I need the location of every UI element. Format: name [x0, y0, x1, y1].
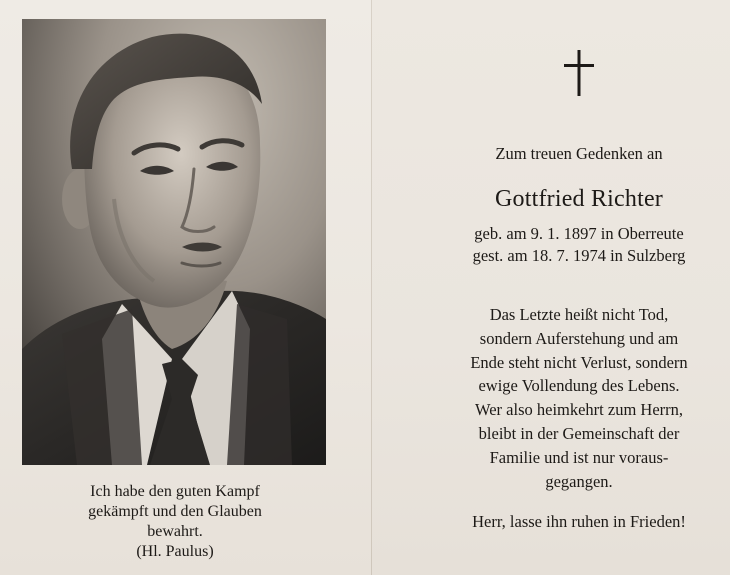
caption-line-3: bewahrt. — [147, 523, 203, 540]
verse-line-8: gegangen. — [545, 471, 613, 491]
life-dates — [432, 223, 726, 267]
caption-quote — [20, 482, 330, 562]
memorial-intro: Zum treuen Gedenken an — [495, 144, 663, 163]
latin-cross-icon — [561, 48, 597, 98]
caption-line-2: gekämpft und den Glauben — [88, 503, 262, 520]
portrait-photo — [22, 19, 326, 465]
death-date: gest. am 18. 7. 1974 in Sulzberg — [472, 246, 686, 265]
verse-line-6: bleibt in der Gemeinschaft der — [478, 423, 680, 443]
caption-attribution: (Hl. Paulus) — [136, 543, 214, 560]
memorial-verse — [432, 303, 726, 493]
verse-line-1: Das Letzte heißt nicht Tod, — [489, 305, 669, 324]
birth-date: geb. am 9. 1. 1897 in Oberreute — [474, 224, 684, 243]
verse-line-7: Familie und ist nur voraus- — [489, 447, 669, 467]
verse-line-3: Ende steht nicht Verlust, sondern — [470, 352, 688, 372]
closing-prayer: Herr, lasse ihn ruhen in Frieden! — [472, 512, 686, 531]
verse-line-2: sondern Auferstehung und am — [479, 328, 679, 348]
portrait-illustration — [22, 19, 326, 465]
verse-line-5: Wer also heimkehrt zum Herrn, — [474, 400, 684, 420]
caption-line-1: Ich habe den guten Kampf — [90, 483, 260, 500]
deceased-name: Gottfried Richter — [494, 186, 663, 212]
verse-line-4: ewige Vollendung des Lebens. — [478, 376, 680, 396]
